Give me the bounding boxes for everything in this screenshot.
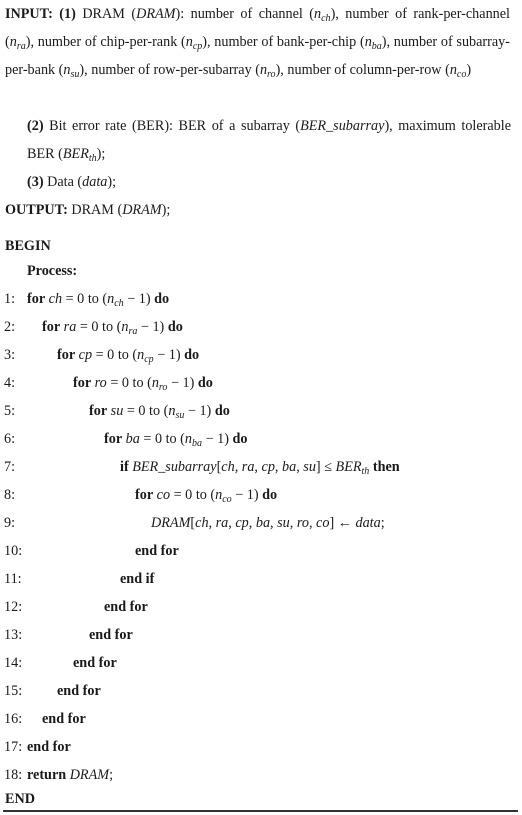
line-number: 9: <box>4 515 16 531</box>
line-number: 17: <box>4 739 23 755</box>
line-number: 18: <box>4 767 23 783</box>
bottom-rule <box>3 810 518 812</box>
line-number: 7: <box>4 459 16 475</box>
line-number: 5: <box>4 403 16 419</box>
line-number: 6: <box>4 431 16 447</box>
input-section <box>5 0 510 84</box>
end-keyword: END <box>5 791 35 807</box>
line-number: 3: <box>4 347 16 363</box>
input-label: INPUT: <box>5 6 53 22</box>
line-number: 4: <box>4 375 16 391</box>
line-number: 11: <box>4 571 22 587</box>
line-number: 15: <box>4 683 23 699</box>
input-item-3 <box>27 168 511 196</box>
output-label: OUTPUT: <box>5 202 68 218</box>
line-number: 2: <box>4 319 16 335</box>
output-text: DRAM (DRAM); <box>71 202 171 218</box>
line-number: 10: <box>4 543 23 559</box>
input-item-2 <box>27 112 511 168</box>
input-item-3-text: Data (data); <box>47 174 117 190</box>
line-number: 12: <box>4 599 23 615</box>
line-number: 1: <box>4 291 16 307</box>
begin-keyword: BEGIN <box>5 238 51 254</box>
input-item-2-text: Bit error rate (BER): BER of a subarray (BER_subarray), maximum tolerable BER $(BER_{th})$; <box>27 118 512 164</box>
line-number: 16: <box>4 711 23 727</box>
line-number: 14: <box>4 655 23 671</box>
line-number: 8: <box>4 487 16 503</box>
input-item-2-number: (2) <box>27 118 44 134</box>
input-item-3-number: (3) <box>27 174 44 190</box>
input-item-1-number: (1) <box>59 6 76 22</box>
process-label: Process: <box>27 263 78 279</box>
output-section <box>5 196 510 224</box>
input-item-1-text: DRAM (DRAM): number of channel $(n_{ch})$, number of rank-per-channel $(n_{ra})$, number of chip-per-rank $(n_{cp})$, number of bank-per-chip $(n_{ba})$, number of subarray-per-bank $(n_{su})$, number of row-per-subarray $(n_{ro})$, number of column-per-row $(n_{co})$ <box>5 6 510 80</box>
line-number: 13: <box>4 627 23 643</box>
